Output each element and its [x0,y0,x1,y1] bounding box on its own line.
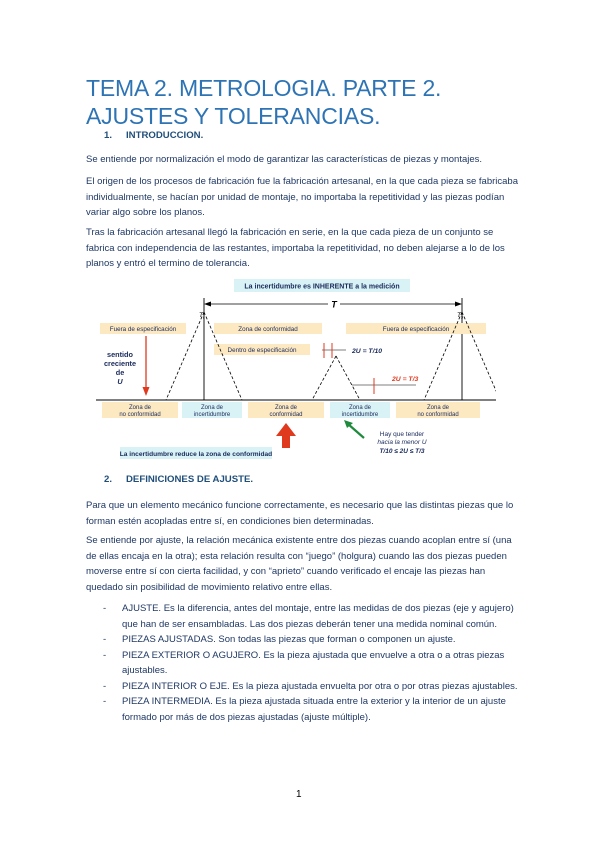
zone-4-line-1: Zona de [348,405,372,411]
zone-2-line-2: incertidumbre [193,412,231,418]
green-arrow-shaft [348,424,364,438]
list-item [86,601,518,632]
list-bullet: - [103,649,107,661]
paragraph-fabricacion-serie: Tras la fabricación artesanal llegó la fabricación en serie, en la que cada pieza de un conjunto se fabrica con independencia de las restantes, importaba la repetitividad, no deben alejarse a lo de los planos y entró el termino de tolerancia. [86,227,505,269]
t-arrow-left [204,302,211,307]
document-title: TEMA 2. METROLOGIA. PARTE 2. AJUSTES Y TOLERANCIAS. [86,75,442,129]
note-line-3: T/10 ≤ 2U ≤ T/3 [379,448,425,455]
ts-label: $T_s$ [457,312,464,320]
fuera-left-text: Fuera de especificación [109,326,177,333]
t-arrow-right [455,302,462,307]
note-line-1: Hay que tender [379,431,425,438]
dentro-text: Dentro de especificación [227,347,297,354]
zone-2-line-1: Zona de [200,405,224,411]
list-bullet: - [103,634,107,645]
tolerance-zone-diagram [96,278,496,464]
section-number: 2. [104,474,113,485]
zone-5-line-2: no conformidad [417,412,459,418]
conformidad-red-arrow [276,423,296,448]
sentido-line-1: sentido [107,350,133,359]
definition-text: PIEZA INTERMEDIA. Es la pieza ajustada situada entre la exterior y la interior de un ajuste formado por más de dos piezas ajustadas (ajuste múltiple). [122,696,506,723]
zone-1-line-2: no conformidad [119,412,161,418]
section-heading-introduccion [104,130,203,141]
section-title: INTRODUCCION. [126,130,204,141]
zone-3-line-2: conformidad [269,412,303,418]
two-u-small-label: 2U = T/3 [392,376,419,383]
sentido-line-4: U [117,377,123,386]
sentido-line-2: creciente [103,359,137,368]
page-number: 1 [296,789,302,800]
ti-label: $T_i$ [199,312,204,320]
zone-3-line-1: Zona de [274,405,298,411]
list-item [86,648,518,679]
t-label: T [331,299,337,310]
paragraph-fabricacion-artesanal: El origen de los procesos de fabricación fue la fabricación artesanal, en la que cada pieza se fabricaba individualmente, se hacían por unidad de montaje, no importaba la repetitividad y las piezas podían variar algo sobre los planos. [86,176,518,218]
sentido-line-3: de [115,368,125,377]
bottom-banner-text: La incertidumbre reduce la zona de conformidad [119,451,273,458]
note-line-2: hacia la menor U [377,439,427,446]
definitions-list [86,601,518,725]
fuera-right-text: Fuera de especificación [382,326,450,333]
definition-text: PIEZAS AJUSTADAS. Son todas las piezas que forman o componen un ajuste. [122,634,456,645]
zone-1-line-1: Zona de [128,405,152,411]
list-bullet: - [103,680,107,692]
section-number: 1. [104,130,113,141]
list-bullet: - [103,696,107,707]
list-bullet: - [103,603,107,614]
definition-text: PIEZA EXTERIOR O AGUJERO. Es la pieza ajustada que envuelve a otra o a otras piezas ajustables. [122,649,505,676]
list-item [86,679,518,695]
paragraph-ajuste: Se entiende por ajuste, la relación mecánica existente entre dos piezas cuando acoplan entre sí (una de ellas encaja en la otra); esta relación resulta con “juego” (holgura) cuando las dos piezas pueden moverse entre sí con cierta facilidad, y con “aprieto” cuando verificado el encaje las piezas han quedado sin posibilidad de movimiento relativo entre ellas. [86,535,512,593]
top-banner-text: La incertidumbre es INHERENTE a la medición [244,283,400,291]
zone-5-line-1: Zona de [426,405,450,411]
list-item [86,694,518,725]
sentido-arrow-head [143,387,150,396]
section-heading-definiciones [104,474,253,485]
zone-4-line-2: incertidumbre [341,412,379,418]
definition-text: PIEZA INTERIOR O EJE. Es la pieza ajustada envuelta por otra o por otras piezas ajustables. [122,680,518,692]
section-title: DEFINICIONES DE AJUSTE. [126,474,254,485]
conformidad-top-text: Zona de conformidad [238,326,298,333]
definition-text: AJUSTE. Es la diferencia, antes del montaje, entre las medidas de dos piezas (eje y agujero) que han de ser ensambladas. Las dos piezas deberán tener una medida nominal común. [122,603,514,630]
paragraph-elemento-mecanico: Para que un elemento mecánico funcione correctamente, es necesario que las distintas piezas que lo forman estén acopladas entre sí, en condiciones bien determinadas. [86,500,514,527]
list-item [86,632,518,648]
paragraph-normalizacion: Se entiende por normalización el modo de garantizar las características de piezas y montajes. [86,154,483,165]
two-u-label: 2U = T/10 [352,348,383,355]
